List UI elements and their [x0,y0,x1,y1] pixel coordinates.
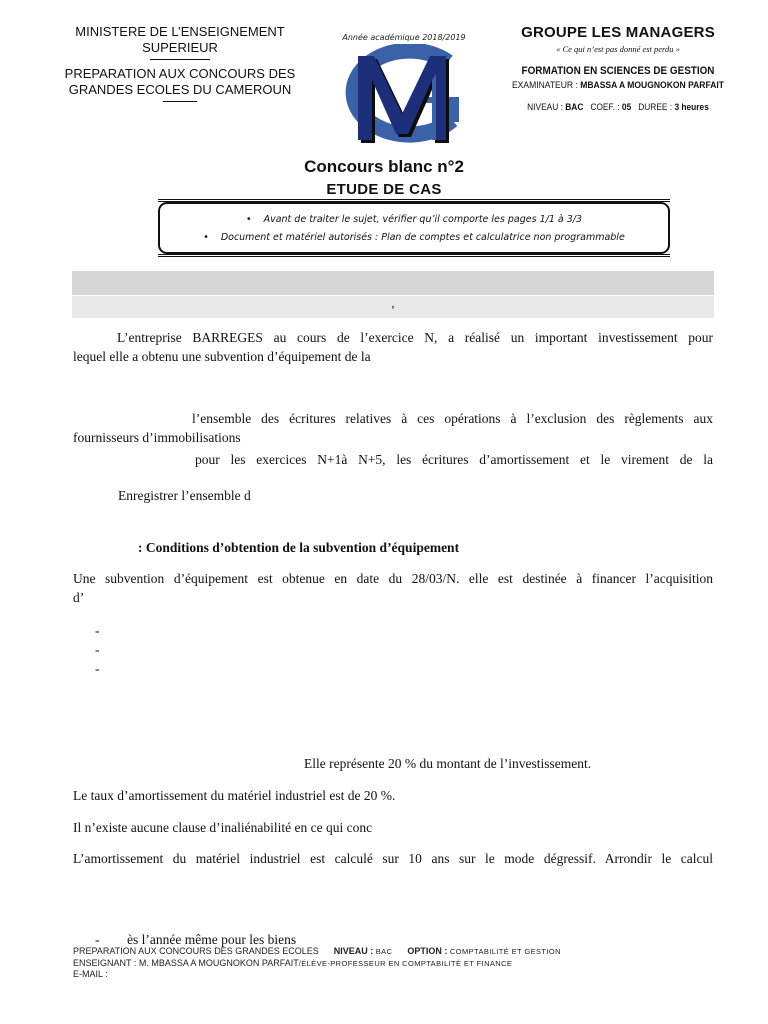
examiner-line [512,80,724,91]
exam-meta [514,102,722,113]
footer-teacher: ENSEIGNANT : M. MBASSA A MOUGNOKON PARFAIT [73,957,299,968]
list-dash: - [95,661,100,676]
list-dash: - [95,623,100,638]
body-paragraph-5-line-2: d’ [73,590,85,605]
ministry-line-1: MINISTERE DE L’ENSEIGNEMENT [75,24,285,39]
program-line-1: PREPARATION AUX CONCOURS DES [64,66,296,81]
body-paragraph-1-line-2: lequel elle a obtenu une subvention d’équipement de la [73,349,371,364]
footer-line-1 [73,946,713,958]
coef-value: 05 [621,102,632,113]
body-paragraph-9: L’amortissement du matériel industriel est calculé sur 10 ans sur le mode dégressif. Arrondir le calcul [73,851,713,866]
brand-name: GROUPE LES MANAGERS [521,24,715,41]
section-heading: : Conditions d’obtention de la subvention d’équipement [138,540,460,555]
list-dash: - [95,642,100,657]
program-line-2: GRANDES ECOLES DU CAMEROUN [68,82,292,97]
body-paragraph-1-line-1: L’entreprise BARREGES au cours de l’exercice N, a réalisé un important investissement pour [117,330,713,345]
footer-niveau-value: BAC [375,947,393,956]
exam-title: Concours blanc n°2 [304,157,464,176]
section-band [72,271,714,295]
bullet-icon: • [203,232,209,243]
body-paragraph-10: ès l’année même pour les biens [127,932,297,947]
footer-niveau-label: NIVEAU : [333,946,374,956]
bullet-icon: • [245,214,252,225]
duree-label: DUREE : [638,102,673,113]
body-paragraph-7: Le taux d’amortissement du matériel industriel est de 20 %. [73,788,396,803]
formation-title: FORMATION EN SCIENCES DE GESTION [521,65,715,77]
academic-year: Année académique 2018/2019 [342,33,466,42]
list-dash: - [95,932,100,947]
gm-logo-icon [330,44,478,148]
body-paragraph-2-line-2: fournisseurs d’immobilisations [73,430,241,445]
exam-subtitle: ETUDE DE CAS [326,181,442,198]
body-paragraph-2-line-1: l’ensemble des écritures relatives à ces opérations à l’exclusion des règlements aux [192,411,713,426]
section-band-sub: , [72,296,714,318]
ministry-line-2: SUPERIEUR [142,40,218,55]
body-paragraph-3: pour les exercices N+1à N+5, les écritures d’amortissement et le virement de la [195,452,713,467]
header-divider [150,59,210,60]
footer-program: PREPARATION AUX CONCOURS DES GRANDES ECOLES [73,946,319,956]
instructions-box [158,202,670,254]
niveau-label: NIVEAU : [527,102,563,113]
body-paragraph-6: Elle représente 20 % du montant de l’investissement. [304,756,592,771]
ministry-header [44,24,316,102]
niveau-value: BAC [565,102,584,113]
organizer-header [500,24,736,113]
examiner-label: EXAMINATEUR : [511,80,578,91]
coef-label: COEF. : [590,102,620,113]
page-footer [73,946,713,980]
footer-option-label: OPTION : [407,946,448,956]
footer-teacher-title: /ÉLÈVE-PROFESSEUR EN COMPTABILITÉ ET FINANCE [298,958,513,968]
body-paragraph-8: Il n’existe aucune clause d’inaliénabilité en ce qui conc [73,820,373,835]
instruction-item: • Document et matériel autorisés : Plan de comptes et calculatrice non programmable [203,232,625,243]
footer-email: E-MAIL : [73,969,108,979]
instruction-item: • Avant de traiter le sujet, vérifier qu’il comporte les pages 1/1 à 3/3 [245,214,583,225]
examiner-name: MBASSA A MOUGNOKON PARFAIT [580,80,725,91]
gm-logo [330,44,478,148]
brand-motto: « Ce qui n’est pas donné est perdu » [556,44,680,54]
duree-value: 3 heures [674,102,709,113]
footer-option-value: COMPTABILITÉ ET GESTION [449,947,561,956]
body-paragraph-4: Enregistrer l’ensemble d [118,488,251,503]
body-paragraph-5-line-1: Une subvention d’équipement est obtenue en date du 28/03/N. elle est destinée à financer l’acquisition [73,571,713,586]
footer-line-2 [73,958,713,970]
header-divider-short [163,101,197,102]
